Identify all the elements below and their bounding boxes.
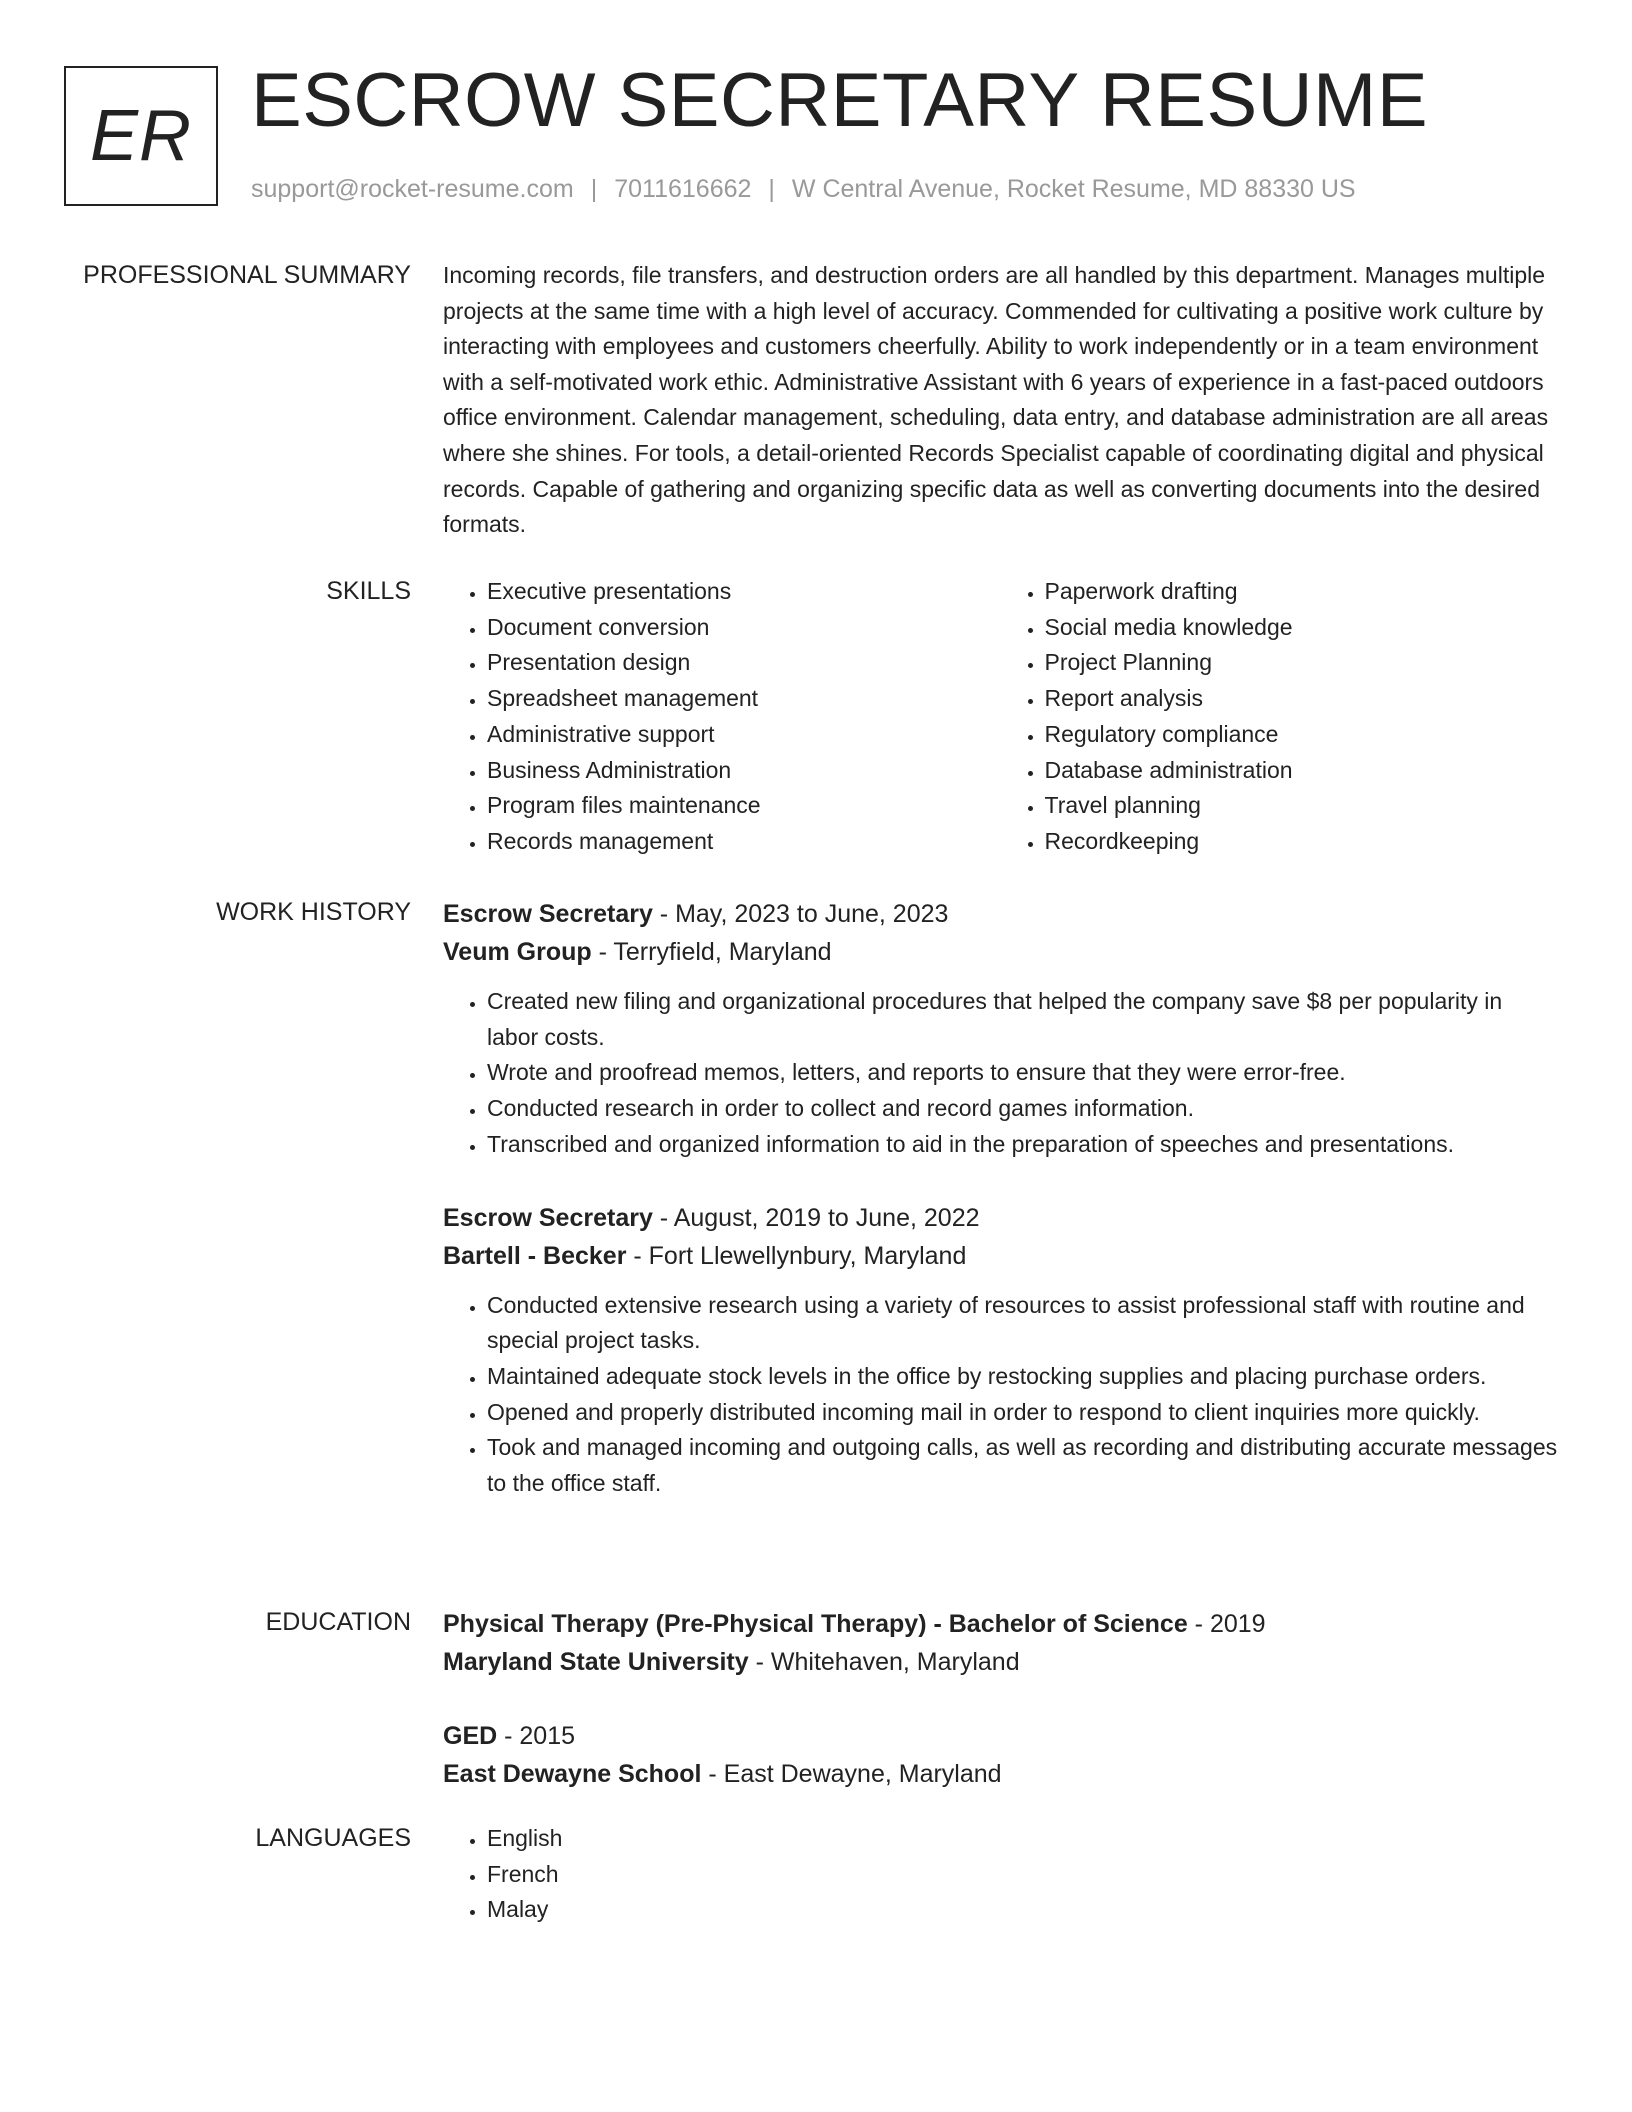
- education-school-line: [443, 1755, 1558, 1793]
- language-item: • English: [487, 1821, 1558, 1857]
- education-degree-line: [443, 1605, 1558, 1643]
- languages-list: [443, 1821, 1558, 1928]
- skill-item: • Project Planning: [1045, 645, 1559, 681]
- job-bullet: • Wrote and proofread memos, letters, and reports to ensure that they were error-free.: [487, 1055, 1558, 1091]
- skill-item: • Administrative support: [487, 717, 1001, 753]
- job-company-line: [443, 1237, 1558, 1275]
- contact-address: W Central Avenue, Rocket Resume, MD 88330 US: [791, 175, 1356, 203]
- education-year: - 2015: [497, 1722, 576, 1750]
- job-entry: [443, 1199, 1558, 1502]
- job-location: - Fort Llewellynbury, Maryland: [626, 1241, 967, 1270]
- job-bullets: [443, 984, 1558, 1163]
- job-bullet: • Maintained adequate stock levels in the office by restocking supplies and placing purchase orders.: [487, 1359, 1558, 1395]
- skill-item: • Records management: [487, 824, 1001, 860]
- summary-text: Incoming records, file transfers, and destruction orders are all handled by this department. Manages multiple projects at the same time with a high level of accuracy. Commended for cultivating a positive work culture by interacting with employees and customers cheerfully. Ability to work independently or in a team environment with a self-motivated work ethic. Administrative Assistant with 6 years of experience in a fast-paced outdoors office environment. Calendar management, scheduling, data entry, and database administration are all areas where she shines. For tools, a detail-oriented Records Specialist capable of coordinating digital and physical records. Capable of gathering and organizing specific data as well as converting documents into the desired formats.: [443, 262, 1549, 538]
- skill-item: • Executive presentations: [487, 574, 1001, 610]
- job-bullet: • Conducted research in order to collect and record games information.: [487, 1091, 1558, 1127]
- job-company: Veum Group: [443, 938, 592, 966]
- skill-item: • Regulatory compliance: [1045, 717, 1559, 753]
- job-bullets: [443, 1288, 1558, 1502]
- job-title-line: [443, 895, 1558, 933]
- skills-list-left: [443, 574, 1001, 860]
- contact-line: [251, 174, 1356, 204]
- contact-email[interactable]: support@rocket-resume.com: [251, 175, 574, 203]
- job-bullet: • Transcribed and organized information to aid in the preparation of speeches and presentations.: [487, 1127, 1558, 1163]
- skill-item: • Paperwork drafting: [1045, 574, 1559, 610]
- education-school: Maryland State University: [443, 1648, 749, 1676]
- section-label-skills: SKILLS: [326, 577, 411, 605]
- education-year: - 2019: [1187, 1610, 1266, 1638]
- job-title: Escrow Secretary: [443, 900, 653, 928]
- skill-item: • Spreadsheet management: [487, 681, 1001, 717]
- job-bullet: • Took and managed incoming and outgoing calls, as well as recording and distributing accurate messages to the office staff.: [487, 1430, 1558, 1501]
- section-label-work-history: WORK HISTORY: [216, 898, 411, 926]
- job-company-line: [443, 933, 1558, 971]
- education-school-line: [443, 1643, 1558, 1681]
- skill-item: • Database administration: [1045, 753, 1559, 789]
- monogram-logo: ER: [64, 66, 218, 206]
- job-location: - Terryfield, Maryland: [591, 938, 832, 966]
- job-company: Bartell - Becker: [443, 1241, 627, 1270]
- section-label-languages: LANGUAGES: [255, 1824, 411, 1852]
- section-label-education: EDUCATION: [265, 1608, 411, 1636]
- education-school: East Dewayne School: [443, 1760, 702, 1788]
- skill-item: • Business Administration: [487, 753, 1001, 789]
- skill-item: • Recordkeeping: [1045, 824, 1559, 860]
- education-degree: Physical Therapy (Pre-Physical Therapy) - Bachelor of Science: [443, 1610, 1188, 1638]
- job-dates: - May, 2023 to June, 2023: [652, 900, 949, 928]
- skill-item: • Presentation design: [487, 645, 1001, 681]
- education-location: - Whitehaven, Maryland: [748, 1648, 1020, 1676]
- skill-item: • Program files maintenance: [487, 788, 1001, 824]
- contact-separator: |: [590, 175, 598, 203]
- job-title-line: [443, 1199, 1558, 1237]
- education-location: - East Dewayne, Maryland: [701, 1760, 1002, 1788]
- education-degree-line: [443, 1717, 1558, 1755]
- job-bullet: • Opened and properly distributed incoming mail in order to respond to client inquiries more quickly.: [487, 1395, 1558, 1431]
- job-entry: [443, 895, 1558, 1163]
- job-bullet: • Conducted extensive research using a variety of resources to assist professional staff with routine and special project tasks.: [487, 1288, 1558, 1359]
- job-bullet: • Created new filing and organizational procedures that helped the company save $8 per popularity in labor costs.: [487, 984, 1558, 1055]
- section-label-summary: PROFESSIONAL SUMMARY: [83, 261, 411, 289]
- education-entry: [443, 1717, 1558, 1793]
- skill-item: • Travel planning: [1045, 788, 1559, 824]
- contact-phone[interactable]: 7011616662: [614, 175, 752, 203]
- resume-title: ESCROW SECRETARY RESUME: [251, 58, 1429, 143]
- job-dates: - August, 2019 to June, 2022: [652, 1203, 980, 1232]
- job-title: Escrow Secretary: [443, 1203, 653, 1232]
- skill-item: • Report analysis: [1045, 681, 1559, 717]
- skill-item: • Document conversion: [487, 610, 1001, 646]
- education-degree: GED: [443, 1722, 498, 1750]
- language-item: • Malay: [487, 1892, 1558, 1928]
- skill-item: • Social media knowledge: [1045, 610, 1559, 646]
- language-item: • French: [487, 1857, 1558, 1893]
- contact-separator: |: [768, 175, 775, 203]
- education-entry: [443, 1605, 1558, 1681]
- skills-list-right: [1001, 574, 1559, 860]
